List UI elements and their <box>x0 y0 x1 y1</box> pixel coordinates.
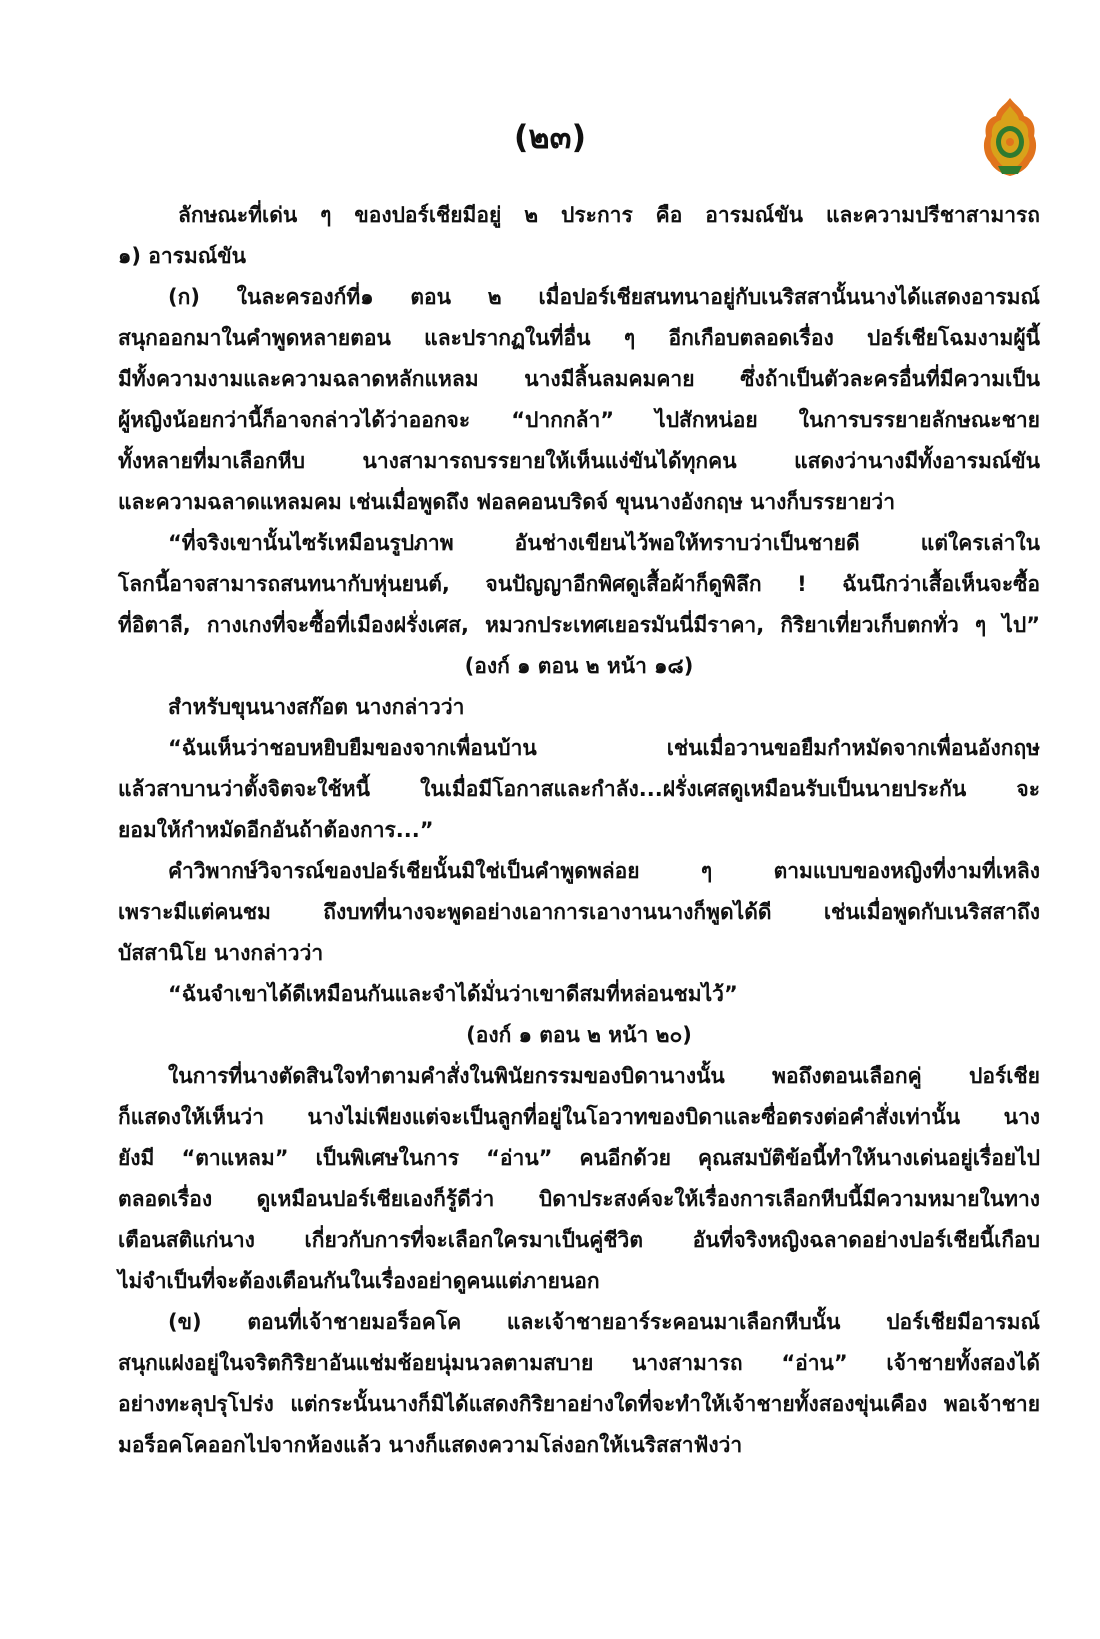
paragraph-line: และความฉลาดแหลมคม เช่นเมื่อพูดถึง ฟอลคอนบริดจ์ ขุนนางอังกฤษ นางก็บรรยายว่า <box>118 490 896 514</box>
paragraph-line: ผู้หญิงน้อยกว่านี้ก็อาจกล่าวได้ว่าออกจะ “ปากกล้า” ไปสักหน่อย ในการบรรยายลักษณะชาย <box>118 408 1040 432</box>
paragraph-line: อย่างทะลุปรุโปร่ง แต่กระนั้นนางก็มิได้แสดงกิริยาอย่างใดที่จะทำให้เจ้าชายทั้งสองขุ่นเคือง พอเจ้าชาย <box>118 1392 1040 1416</box>
paragraph-line: สนุกออกมาในคำพูดหลายตอน และปรากฏในที่อื่น ๆ อีกเกือบตลอดเรื่อง ปอร์เชียโฉมงามผู้นี้ <box>118 326 1040 350</box>
quote-line: แล้วสาบานว่าตั้งจิตจะใช้หนี้ ในเมื่อมีโอกาสและกำลัง...ฝรั่งเศสดูเหมือนรับเป็นนายประกัน จะ <box>118 777 1040 801</box>
paragraph-line: สำหรับขุนนางสก๊อต นางกล่าวว่า <box>168 695 465 719</box>
paragraph-line: เตือนสติแก่นาง เกี่ยวกับการที่จะเลือกใครมาเป็นคู่ชีวิต อันที่จริงหญิงฉลาดอย่างปอร์เชียนี้เกือบ <box>118 1228 1040 1252</box>
paragraph-line: เพราะมีแต่คนชม ถึงบทที่นางจะพูดอย่างเอาการเอางานนางก็พูดได้ดี เช่นเมื่อพูดกับเนริสสาถึง <box>118 900 1040 924</box>
document-body <box>118 195 1040 1466</box>
paragraph-line: บัสสานิโย นางกล่าวว่า <box>118 941 324 965</box>
paragraph-line: มีทั้งความงามและความฉลาดหลักแหลม นางมีลิ้นลมคมคาย ซึ่งถ้าเป็นตัวละครอื่นที่มีความเป็น <box>118 367 1040 391</box>
paragraph-line: ทั้งหลายที่มาเลือกหีบ นางสามารถบรรยายให้เห็นแง่ขันได้ทุกคน แสดงว่านางมีทั้งอารมณ์ขัน <box>118 449 1040 473</box>
paragraph-line: ไม่จำเป็นที่จะต้องเตือนกันในเรื่องอย่าดูคนแต่ภายนอก <box>118 1269 600 1293</box>
paragraph-line: มอร็อคโคออกไปจากห้องแล้ว นางก็แสดงความโล่งอกให้เนริสสาฟังว่า <box>118 1433 743 1457</box>
quote-line: ยอมให้กำหมัดอีกอันถ้าต้องการ...” <box>118 818 434 842</box>
quote-line: ที่อิตาลี, กางเกงที่จะซื้อที่เมืองฝรั่งเศส, หมวกประเทศเยอรมันนี่มีราคา, กิริยาเที่ยวเก็บตกทั่ว ๆ ไป” <box>118 613 1040 637</box>
citation: (องก์ ๑ ตอน ๒ หน้า ๒๐) <box>466 1023 692 1047</box>
paragraph-line: ตลอดเรื่อง ดูเหมือนปอร์เชียเองก็รู้ดีว่า บิดาประสงค์จะให้เรื่องการเลือกหีบนี้มีความหมายในทาง <box>118 1187 1040 1211</box>
citation: (องก์ ๑ ตอน ๒ หน้า ๑๘) <box>464 654 694 678</box>
quote-line: โลกนี้อาจสามารถสนทนากับหุ่นยนต์, จนปัญญาอีกพิศดูเสื้อผ้าก็ดูพิลึก ! ฉันนึกว่าเสื้อเห็นจะซื้อ <box>118 572 1040 596</box>
quote-line: “ที่จริงเขานั้นไซร้เหมือนรูปภาพ อันช่างเขียนไว้พอให้ทราบว่าเป็นชายดี แต่ใครเล่าใน <box>168 531 1040 555</box>
quote-line: “ฉันเห็นว่าชอบหยิบยืมของจากเพื่อนบ้าน เช่นเมื่อวานขอยืมกำหมัดจากเพื่อนอังกฤษ <box>168 736 1040 760</box>
quote-line: “ฉันจำเขาได้ดีเหมือนกันและจำได้มั่นว่าเขาดีสมที่หล่อนชมไว้” <box>168 982 738 1006</box>
paragraph-line: คำวิพากษ์วิจารณ์ของปอร์เชียนั้นมิใช่เป็นคำพูดพล่อย ๆ ตามแบบของหญิงที่งามที่เหลิง <box>168 859 1040 883</box>
paragraph-line: ลักษณะที่เด่น ๆ ของปอร์เชียมีอยู่ ๒ ประการ คือ อารมณ์ขัน และความปรีชาสามารถ <box>178 203 1040 227</box>
paragraph-line: (ก) ในละครองก์ที่๑ ตอน ๒ เมื่อปอร์เชียสนทนาอยู่กับเนริสสานั้นนางได้แสดงอารมณ์ <box>168 285 1040 309</box>
paragraph-line: สนุกแฝงอยู่ในจริตกิริยาอันแช่มช้อยนุ่มนวลตามสบาย นางสามารถ “อ่าน” เจ้าชายทั้งสองได้ <box>118 1351 1040 1375</box>
section-heading: ๑) อารมณ์ขัน <box>118 244 246 268</box>
paragraph-line: ยังมี “ตาแหลม” เป็นพิเศษในการ “อ่าน” คนอีกด้วย คุณสมบัติข้อนี้ทำให้นางเด่นอยู่เรื่อยไป <box>118 1146 1040 1170</box>
paragraph-line: (ข) ตอนที่เจ้าชายมอร็อคโค และเจ้าชายอาร์ระคอนมาเลือกหีบนั้น ปอร์เชียมีอารมณ์ <box>168 1310 1040 1334</box>
paragraph-line: ในการที่นางตัดสินใจทำตามคำสั่งในพินัยกรรมของบิดานางนั้น พอถึงตอนเลือกคู่ ปอร์เชีย <box>168 1064 1040 1088</box>
paragraph-line: ก็แสดงให้เห็นว่า นางไม่เพียงแต่จะเป็นลูกที่อยู่ในโอวาทของบิดาและซื่อตรงต่อคำสั่งเท่านั้น นาง <box>118 1105 1040 1129</box>
emblem-logo <box>978 96 1042 178</box>
page-number: (๒๓) <box>513 118 587 156</box>
